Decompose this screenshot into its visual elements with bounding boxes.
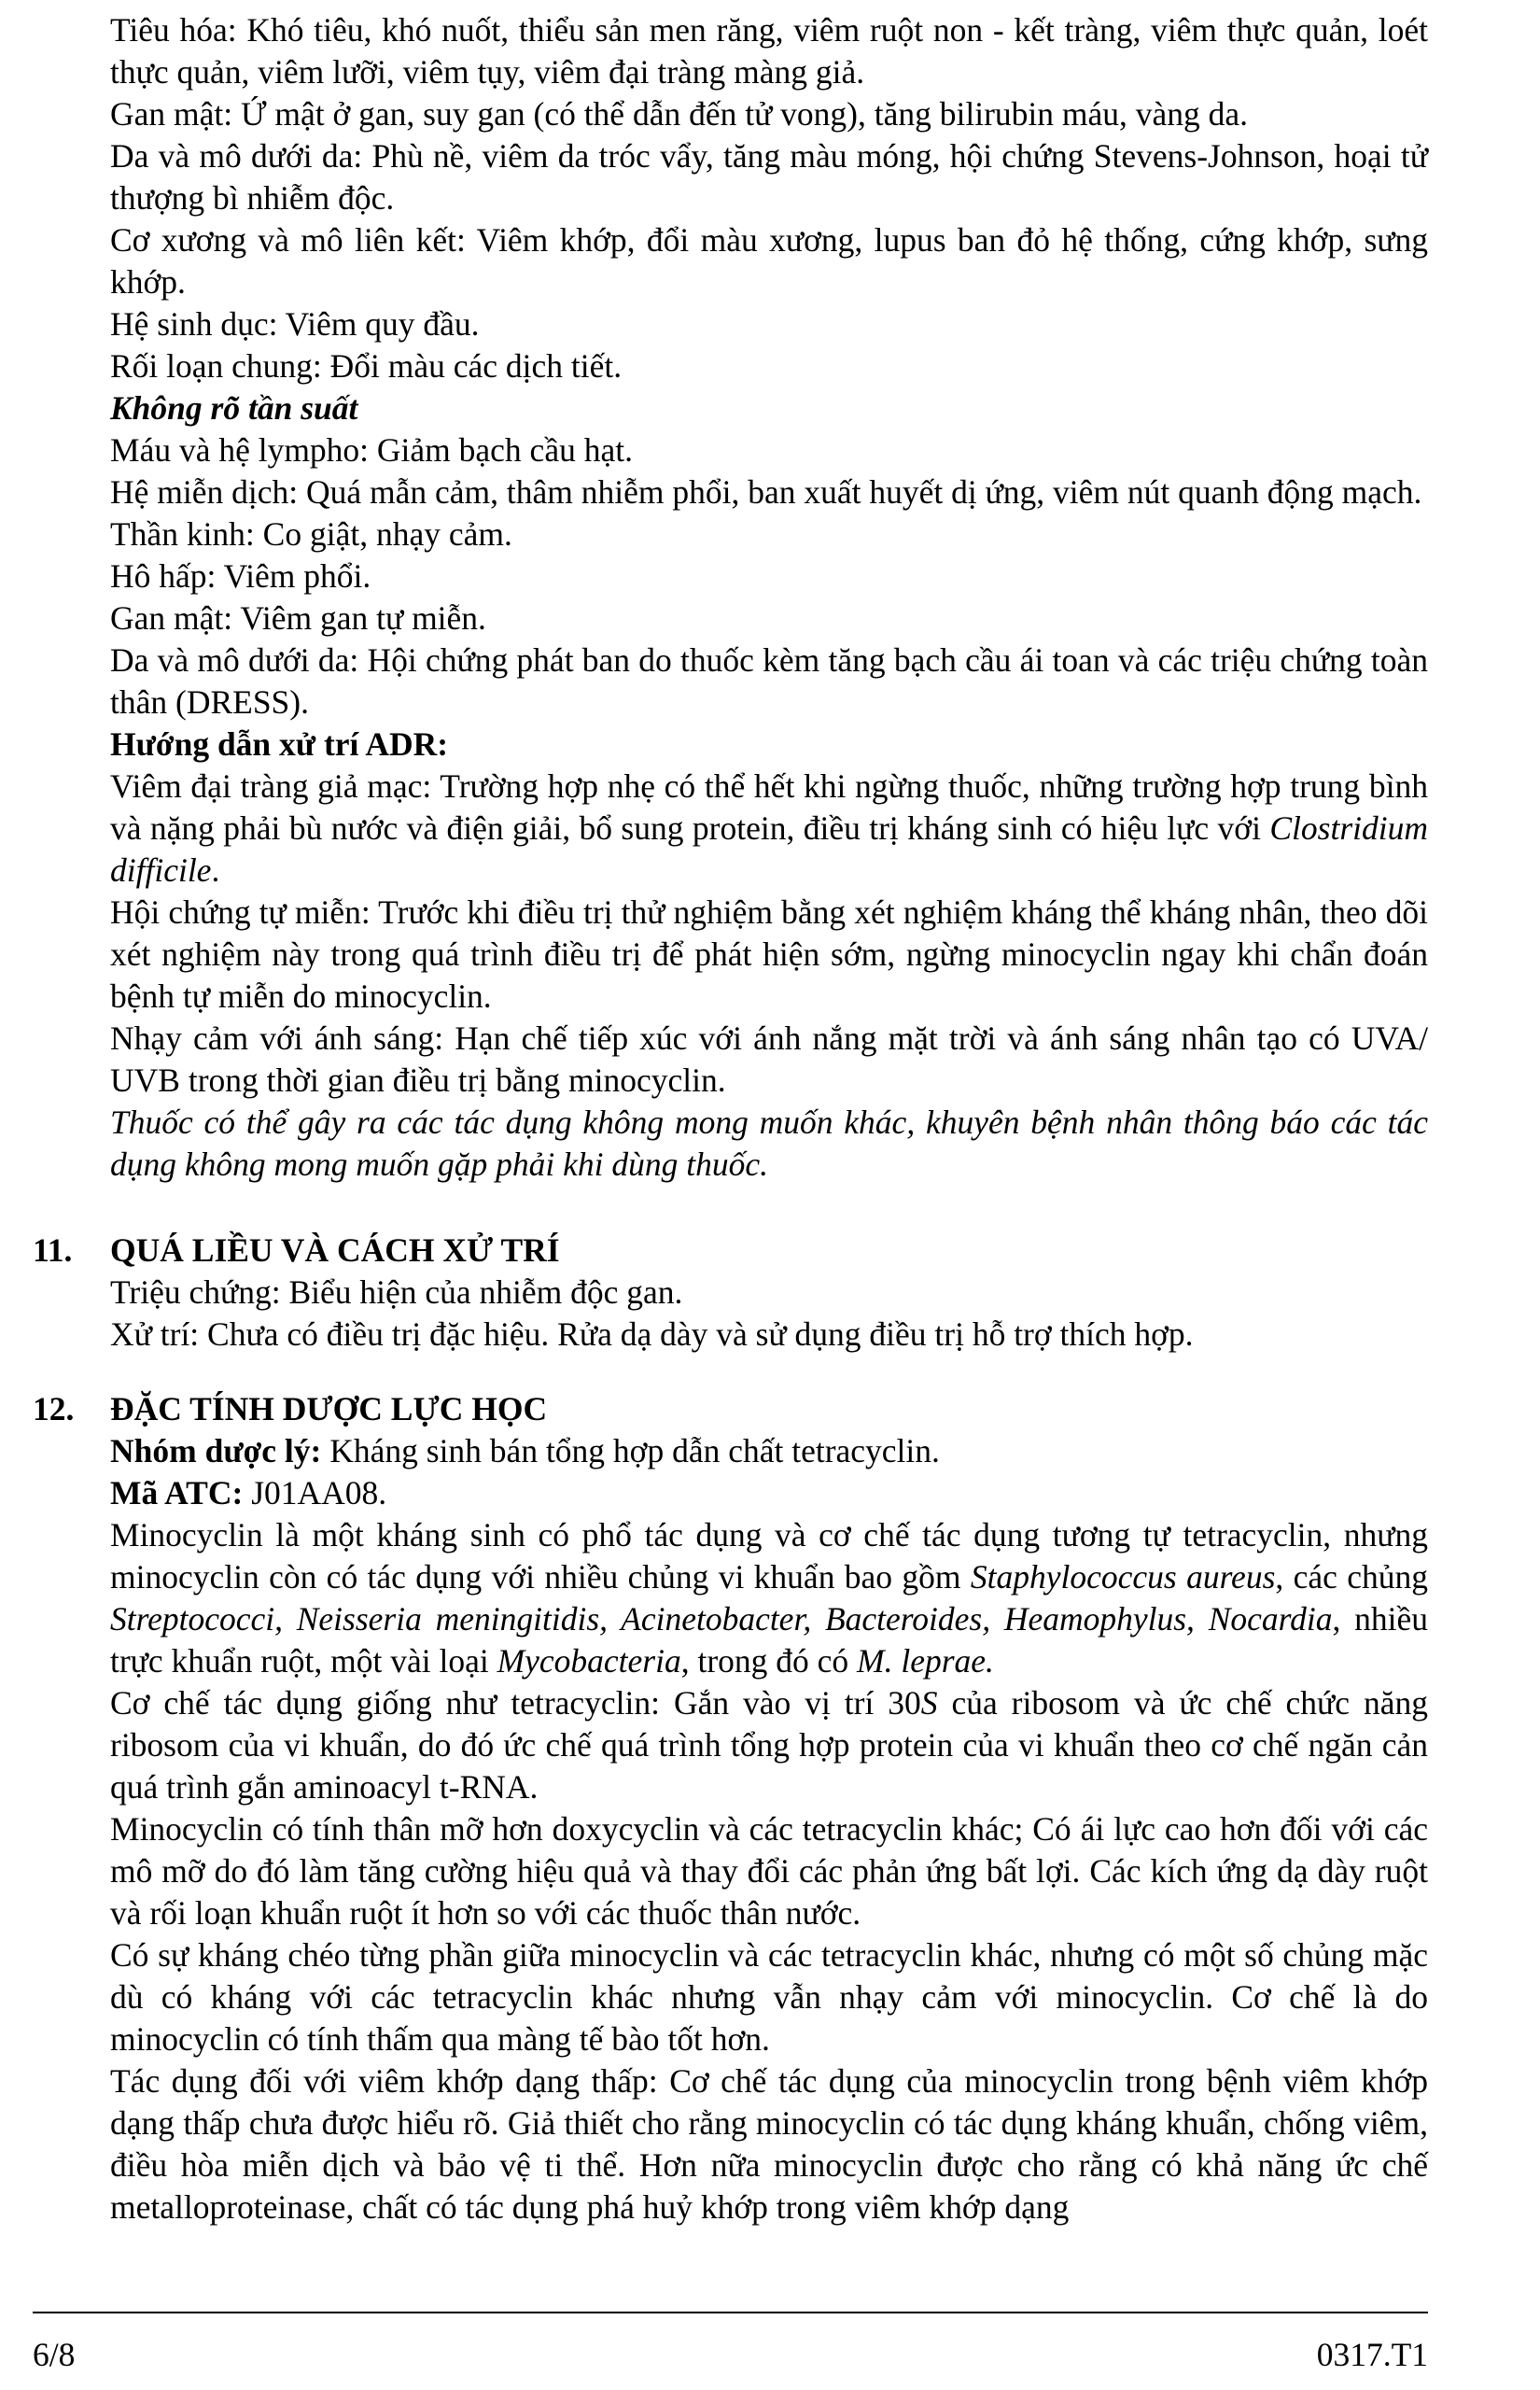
paragraph: Tiêu hóa: Khó tiêu, khó nuốt, thiểu sản men răng, viêm ruột non - kết tràng, viêm thực quản, loét thực quản, viêm lưỡi, viêm tụy, viêm đại tràng màng giả.	[110, 11, 1428, 91]
text-run: , nhiều trực khuẩn ruột, một vài loại	[110, 1600, 1429, 1680]
paragraph: Da và mô dưới da: Phù nề, viêm da tróc vẩy, tăng màu móng, hội chứng Stevens-Johnson, hoại tử thượng bì nhiễm độc.	[110, 137, 1428, 217]
italic-term: S	[920, 1684, 938, 1722]
paragraph	[110, 766, 1428, 892]
paragraph	[110, 1430, 1428, 1472]
paragraph: Rối loạn chung: Đổi màu các dịch tiết.	[110, 347, 623, 385]
paragraph: Hội chứng tự miễn: Trước khi điều trị thử nghiệm bằng xét nghiệm kháng thể kháng nhân, theo dõi xét nghiệm này trong quá trình điều trị để phát hiện sớm, ngừng minocyclin ngay khi chẩn đoán bệnh tự miễn do minocyclin.	[110, 893, 1428, 1015]
text-run: Minocyclin là một kháng sinh có phổ tác dụng và cơ chế tác dụng tương tự tetracyclin, nhưng minocyclin còn có tác dụng với nhiều chủng vi khuẩn bao gồm	[110, 1516, 1428, 1596]
italic-term: M. leprae.	[857, 1642, 994, 1680]
paragraph	[110, 1514, 1428, 1682]
section-12	[33, 1388, 1428, 2228]
section-title: QUÁ LIỀU VÀ CÁCH XỬ TRÍ	[110, 1231, 560, 1269]
section-number: 12.	[33, 1390, 75, 1427]
document-code: 0317.T1	[1316, 2336, 1428, 2373]
field-label: Mã ATC:	[110, 1474, 244, 1511]
paragraph: Gan mật: Ứ mật ở gan, suy gan (có thể dẫn đến tử vong), tăng bilirubin máu, vàng da.	[110, 95, 1249, 133]
paragraph: Da và mô dưới da: Hội chứng phát ban do thuốc kèm tăng bạch cầu ái toan và các triệu chứng toàn thân (DRESS).	[110, 641, 1428, 721]
section-heading	[33, 1388, 1428, 1430]
paragraph	[110, 1682, 1428, 1808]
side-effects-block	[110, 9, 1428, 1186]
text-run: , trong đó có	[680, 1642, 858, 1680]
field-label: Nhóm dược lý:	[110, 1432, 322, 1469]
section-number: 11.	[33, 1231, 73, 1269]
italic-term: Clostridium difficile	[110, 809, 1428, 889]
paragraph: Hệ miễn dịch: Quá mẫn cảm, thâm nhiễm phổi, ban xuất huyết dị ứng, viêm nút quanh động mạch.	[110, 473, 1422, 511]
footer-rule	[33, 2312, 1428, 2313]
text-run: .	[211, 851, 220, 889]
section-heading	[33, 1230, 1428, 1272]
paragraph: Nhạy cảm với ánh sáng: Hạn chế tiếp xúc với ánh nắng mặt trời và ánh sáng nhân tạo có UVA/ UVB trong thời gian điều trị bằng minocyclin.	[110, 1019, 1428, 1099]
italic-note: Thuốc có thể gây ra các tác dụng không mong muốn khác, khuyên bệnh nhân thông báo các tác dụng không mong muốn gặp phải khi dùng thuốc.	[110, 1104, 1428, 1183]
italic-term: Staphylococcus aureus	[970, 1558, 1276, 1596]
paragraph: Máu và hệ lympho: Giảm bạch cầu hạt.	[110, 431, 633, 469]
paragraph: Cơ xương và mô liên kết: Viêm khớp, đổi màu xương, lupus ban đỏ hệ thống, cứng khớp, sưng khớp.	[110, 221, 1428, 301]
paragraph: Triệu chứng: Biểu hiện của nhiễm độc gan.	[110, 1273, 683, 1311]
page-number: 6/8	[33, 2336, 76, 2373]
section-11	[33, 1230, 1428, 1356]
paragraph: Có sự kháng chéo từng phần giữa minocyclin và các tetracyclin khác, nhưng có một số chủng mặc dù có kháng với các tetracyclin khác nhưng vẫn nhạy cảm với minocyclin. Cơ chế là do minocyclin có tính thấm qua màng tế bào tốt hơn.	[110, 1936, 1428, 2058]
italic-term: Mycobacteria	[497, 1642, 681, 1680]
text-run: Viêm đại tràng giả mạc: Trường hợp nhẹ có thể hết khi ngừng thuốc, những trường hợp trung bình và nặng phải bù nước và điện giải, bổ sung protein, điều trị kháng sinh có hiệu lực với	[110, 767, 1428, 847]
section-title: ĐẶC TÍNH DƯỢC LỰC HỌC	[110, 1390, 548, 1427]
paragraph: Tác dụng đối với viêm khớp dạng thấp: Cơ chế tác dụng của minocyclin trong bệnh viêm khớp dạng thấp chưa được hiểu rõ. Giả thiết cho rằng minocyclin có tác dụng kháng khuẩn, chống viêm, điều hòa miễn dịch và bảo vệ ti thể. Hơn nữa minocyclin được cho rằng có khả năng ức chế metalloproteinase, chất có tác dụng phá huỷ khớp trong viêm khớp dạng	[110, 2062, 1428, 2226]
section-body	[110, 1272, 1428, 1356]
text-run: , các chủng	[1275, 1558, 1429, 1596]
field-value: Kháng sinh bán tổng hợp dẫn chất tetracyclin.	[321, 1432, 940, 1469]
paragraph: Xử trí: Chưa có điều trị đặc hiệu. Rửa dạ dày và sử dụng điều trị hỗ trợ thích hợp.	[110, 1315, 1194, 1353]
paragraph: Thần kinh: Co giật, nhạy cảm.	[110, 515, 512, 553]
paragraph: Gan mật: Viêm gan tự miễn.	[110, 599, 486, 637]
frequency-heading: Không rõ tần suất	[110, 389, 358, 427]
paragraph: Minocyclin có tính thân mỡ hơn doxycyclin và các tetracyclin khác; Có ái lực cao hơn đối với các mô mỡ do đó làm tăng cường hiệu quả và thay đổi các phản ứng bất lợi. Các kích ứng dạ dày ruột và rối loạn khuẩn ruột ít hơn so với các thuốc thân nước.	[110, 1810, 1428, 1932]
field-value: J01AA08.	[243, 1474, 387, 1511]
text-run: Cơ chế tác dụng giống như tetracyclin: Gắn vào vị trí 30	[110, 1684, 921, 1722]
adr-heading: Hướng dẫn xử trí ADR:	[110, 725, 449, 763]
paragraph: Hệ sinh dục: Viêm quy đầu.	[110, 305, 480, 343]
paragraph	[110, 1472, 1428, 1514]
text-run: của ribosom và ức chế chức năng ribosom của vi khuẩn, do đó ức chế quá trình tổng hợp protein của vi khuẩn theo cơ chế ngăn cản quá trình gắn aminoacyl t-RNA.	[110, 1684, 1429, 1806]
paragraph: Hô hấp: Viêm phổi.	[110, 557, 371, 595]
section-body	[110, 1430, 1428, 2228]
italic-term: Streptococci, Neisseria meningitidis, Acinetobacter, Bacteroides, Heamophylus, Nocardia	[110, 1600, 1333, 1638]
